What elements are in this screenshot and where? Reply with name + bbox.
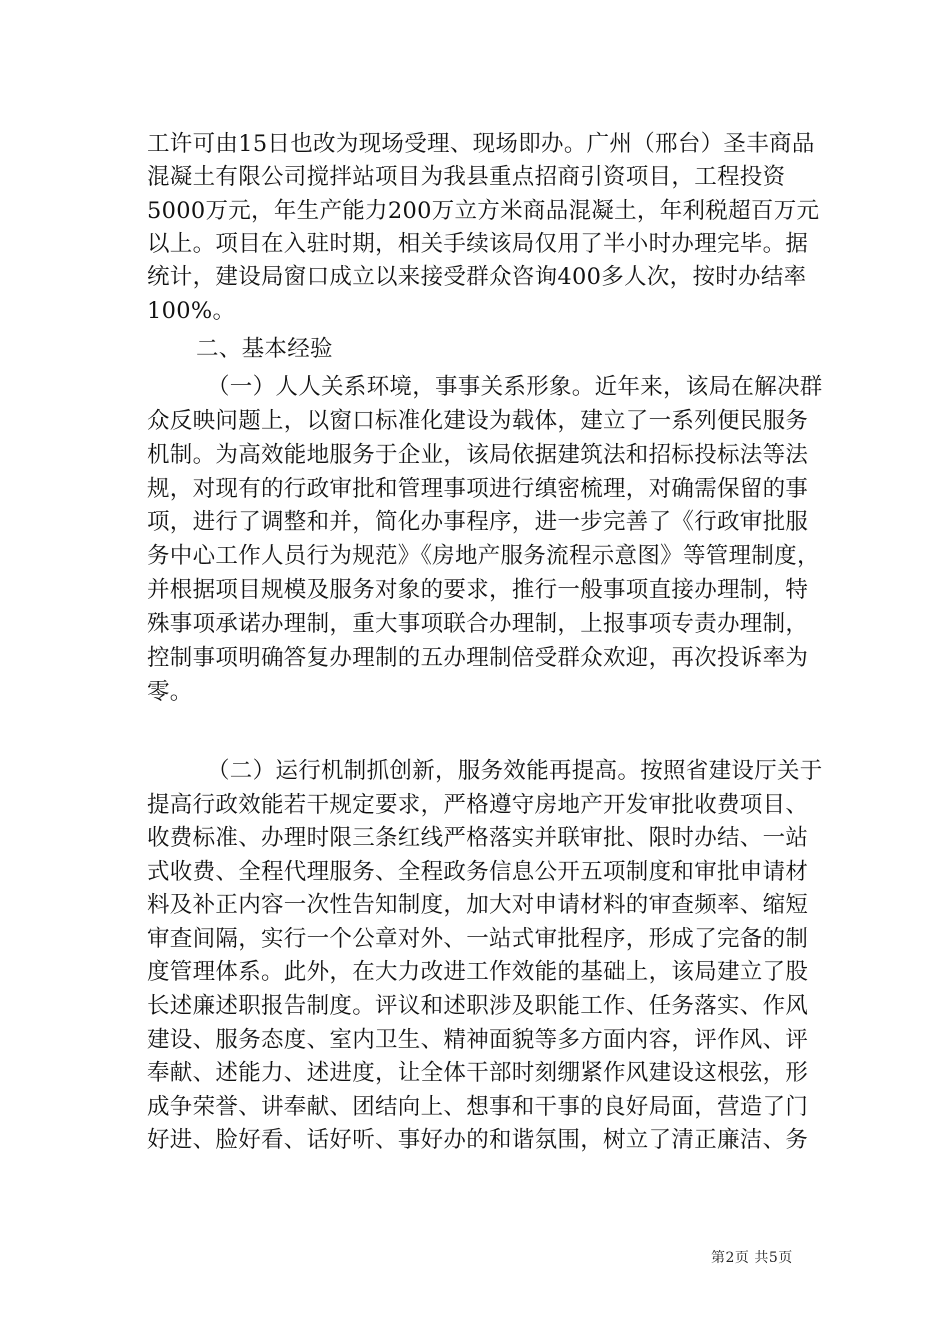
text-line: 100%。 [147,298,236,324]
text-line: （二）运行机制抓创新，服务效能再提高。按照省建设厅关于 [207,758,823,784]
text-line: 控制事项明确答复办理制的五办理制倍受群众欢迎，再次投诉率为 [147,645,809,671]
text-line: 统计，建设局窗口成立以来接受群众咨询400多人次，按时办结率 [147,264,807,290]
text-line: 以上。项目在入驻时期，相关手续该局仅用了半小时办理完毕。据 [147,231,809,257]
text-line: 规，对现有的行政审批和管理事项进行缜密梳理，对确需保留的事 [147,476,809,502]
heading-text: 二、基本经验 [196,336,333,362]
text-line: 好进、脸好看、话好听、事好办的和谐氛围，树立了清正廉洁、务 [147,1127,809,1153]
text-line: 审查间隔，实行一个公章对外、一站式审批程序，形成了完备的制 [147,926,809,952]
text-line: 建设、服务态度、室内卫生、精神面貌等多方面内容，评作风、评 [147,1027,809,1053]
text-line: （一）人人关系环境，事事关系形象。近年来，该局在解决群 [207,374,823,400]
text-line: 度管理体系。此外，在大力改进工作效能的基础上，该局建立了股 [147,959,809,985]
text-line: 机制。为高效能地服务于企业，该局依据建筑法和招标投标法等法 [147,442,809,468]
text-line: 5000万元，年生产能力200万立方米商品混凝土，年利税超百万元 [147,198,820,224]
text-line: 收费标准、办理时限三条红线严格落实并联审批、限时办结、一站 [147,825,809,851]
page-indicator: 第2页 共5页 [711,1250,793,1266]
text-line: 料及补正内容一次性告知制度，加大对申请材料的审查频率、缩短 [147,892,809,918]
text-line: 工许可由15日也改为现场受理、现场即办。广州（邢台）圣丰商品 [147,131,815,157]
text-line: 务中心工作人员行为规范》《房地产服务流程示意图》等管理制度， [147,543,820,569]
text-line: 并根据项目规模及服务对象的要求，推行一般事项直接办理制，特 [147,577,809,603]
text-line: 殊事项承诺办理制，重大事项联合办理制，上报事项专责办理制， [147,611,809,637]
text-line: 混凝土有限公司搅拌站项目为我县重点招商引资项目，工程投资 [147,164,786,190]
text-line: 奉献、述能力、述进度，让全体干部时刻绷紧作风建设这根弦，形 [147,1060,809,1086]
text-line: 项，进行了调整和并，简化办事程序，进一步完善了《行政审批服 [147,509,809,535]
text-line: 零。 [147,679,193,705]
text-line: 式收费、全程代理服务、全程政务信息公开五项制度和审批申请材 [147,859,809,885]
text-line: 成争荣誉、讲奉献、团结向上、想事和干事的良好局面，营造了门 [147,1094,809,1120]
text-line: 提高行政效能若干规定要求，严格遵守房地产开发审批收费项目、 [147,792,809,818]
text-line: 长述廉述职报告制度。评议和述职涉及职能工作、任务落实、作风 [147,993,809,1019]
text-line: 众反映问题上，以窗口标准化建设为载体，建立了一系列便民服务 [147,408,809,434]
